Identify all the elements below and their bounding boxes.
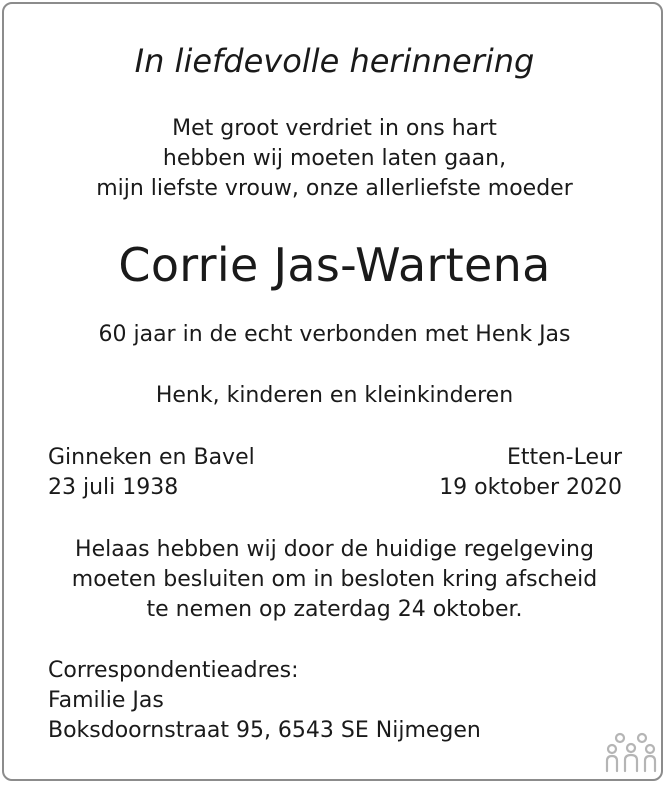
message-line: te nemen op zaterdag 24 oktober. <box>146 597 523 622</box>
birth-info <box>48 443 255 503</box>
married-line: 60 jaar in de echt verbonden met Henk Jas <box>98 322 571 347</box>
family-line: Henk, kinderen en kleinkinderen <box>155 383 514 408</box>
deceased-name: Corrie Jas-Wartena <box>118 238 551 292</box>
address-label: Correspondentieadres: <box>48 658 299 683</box>
intro-line: Met groot verdriet in ons hart <box>172 116 497 141</box>
message-line: moeten besluiten om in besloten kring afscheid <box>71 567 598 592</box>
death-place: Etten-Leur <box>507 445 622 470</box>
intro-line: mijn liefste vrouw, onze allerliefste moeder <box>96 176 573 201</box>
correspondence-address <box>48 656 481 746</box>
death-info <box>439 443 622 503</box>
address-street: Boksdoornstraat 95, 6543 SE Nijmegen <box>48 718 481 743</box>
intro-text <box>0 114 669 204</box>
funeral-message <box>0 535 669 625</box>
birth-place: Ginneken en Bavel <box>48 445 255 470</box>
death-date: 19 oktober 2020 <box>439 475 622 500</box>
people-group-icon <box>604 731 658 775</box>
address-name: Familie Jas <box>48 688 164 713</box>
intro-line: hebben wij moeten laten gaan, <box>162 146 507 171</box>
message-line: Helaas hebben wij door de huidige regelgeving <box>75 537 594 562</box>
notice-heading: In liefdevolle herinnering <box>134 42 535 80</box>
birth-date: 23 juli 1938 <box>48 475 179 500</box>
